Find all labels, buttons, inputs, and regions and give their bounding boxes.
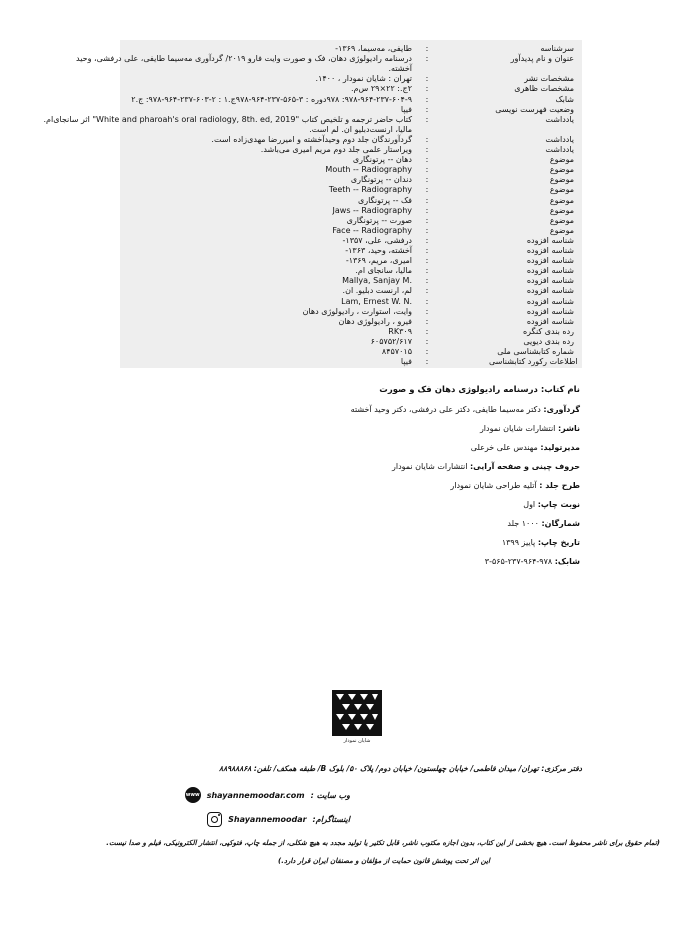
office-address: دفتر مرکزی: تهران/ میدان فاطمی/ خیابان چهلستون/ خیابان دوم/ پلاک ۵۰/ بلوک B/ طبقه همکف/ تلفن: ۸۸۹۸۸۸۶۸ (219, 764, 582, 773)
cip-row (120, 165, 582, 175)
cip-colon: : (425, 114, 429, 124)
cip-label: شناسه افزوده (526, 276, 574, 286)
cip-colon: : (425, 316, 429, 326)
cip-colon: : (425, 155, 429, 165)
cip-value: ویراستار علمی جلد دوم مریم امیری می‌باشد. (260, 145, 412, 154)
cip-row (43, 114, 582, 125)
cip-colon: : (425, 347, 429, 356)
cip-label: شناسه افزوده (526, 246, 574, 255)
instagram-icon (207, 812, 222, 827)
cip-colon: : (425, 336, 429, 346)
cip-row (120, 44, 582, 54)
cip-row (120, 347, 582, 357)
cip-row (120, 196, 582, 206)
cip-colon: : (425, 74, 429, 84)
cip-row (120, 286, 582, 296)
cip-value: آخشته، وحید، ۱۳۶۳- (345, 246, 412, 255)
cip-row (120, 327, 582, 337)
cip-row (120, 105, 582, 115)
cip-label: شناسه افزوده (526, 306, 574, 316)
cip-value: طایفی، مه‌سیما، ۱۳۶۹- (335, 44, 412, 53)
credit-row (140, 535, 580, 554)
cip-value: کتاب حاضر ترجمه و تلخیص کتاب "White and pharoah's oral radiology, 8th. ed, 2019" اثر سانجای‌ام. (43, 114, 412, 124)
credit-label: حروف چینی و صفحه آرایی: (469, 462, 580, 471)
cip-label: رده بندی دیویی (523, 336, 574, 346)
cip-label: شناسه افزوده (526, 296, 574, 306)
cip-row (120, 276, 582, 286)
cip-row (120, 84, 582, 94)
cip-row (120, 236, 582, 246)
cip-value: فیپا (400, 104, 412, 114)
cip-row (120, 266, 582, 276)
cip-row (120, 145, 582, 155)
cip-colon: : (425, 185, 429, 195)
cip-colon: : (425, 357, 429, 367)
credit-row (140, 497, 580, 516)
cip-colon: : (425, 215, 429, 225)
cip-label: وضعیت فهرست نویسی (495, 104, 574, 114)
credit-row (140, 440, 580, 459)
publisher-logo-icon (332, 690, 382, 736)
cip-value: Mouth -- Radiography (325, 165, 412, 175)
book-credits (140, 382, 580, 573)
cip-value: تهران : شایان نمودار ، ۱۴۰۰. (315, 74, 412, 84)
book-title-label: نام کتاب: (540, 385, 580, 395)
website-label: وب سایت : (310, 790, 350, 800)
credit-row (140, 421, 580, 440)
credit-value: انتشارات شایان نمودار (391, 462, 468, 471)
cip-colon: : (425, 266, 429, 276)
credit-row (140, 478, 580, 497)
cip-row (120, 337, 582, 347)
cip-row (120, 297, 582, 307)
credit-value: اول (523, 500, 536, 509)
cip-colon: : (425, 246, 429, 255)
cip-row (120, 307, 582, 317)
cip-value: وایت، استوارت ، رادیولوژی دهان (302, 306, 412, 316)
cip-label: مشخصات ظاهری (514, 84, 574, 94)
cip-label: شناسه افزوده (526, 235, 574, 245)
cip-row (120, 155, 582, 165)
cip-colon: : (425, 84, 429, 94)
cip-label: شابک (555, 94, 574, 104)
cip-label: موضوع (549, 215, 574, 225)
cip-colon: : (425, 225, 429, 235)
cip-value: درفشی، علی، ۱۳۵۷- (342, 235, 412, 245)
credit-value: انتشارات شایان نمودار (479, 424, 556, 433)
cip-value: Face -- Radiography (332, 225, 412, 235)
cip-value: فک -- پرتونگاری (357, 195, 412, 205)
cip-label: موضوع (549, 225, 574, 235)
copyright-line-2: این اثر تحت پوشش قانون حمایت از مؤلفان و مصنفان ایران قرار دارد.) (278, 857, 490, 865)
cip-label: یادداشت (545, 145, 574, 154)
cip-row (120, 125, 582, 135)
credit-label: گردآوری: (543, 405, 580, 414)
credit-label: ناشر: (557, 424, 580, 433)
cip-value: ۲ج.: ۲۲×۲۹ س‌م. (351, 84, 412, 94)
cip-colon: : (425, 145, 429, 154)
cip-value: امیری، مریم، ۱۳۶۹- (345, 256, 412, 266)
cip-label: عنوان و نام پدیدآور (510, 54, 574, 64)
credit-label: شابک: (554, 557, 580, 566)
credit-row (140, 554, 580, 573)
book-title-value: درسنامه رادیولوژی دهان فک و صورت (379, 385, 538, 395)
credit-label: مدیرتولید: (540, 443, 580, 452)
copyright-notice (40, 834, 660, 870)
cip-value: آخشته. (388, 64, 412, 74)
cip-row (120, 216, 582, 226)
credit-row (140, 402, 580, 421)
cip-label: شماره کتابشناسی ملی (497, 347, 574, 356)
cip-value: مالیا، ارنست‌دبلیو ان. لم است. (309, 124, 412, 134)
cip-colon: : (425, 235, 429, 245)
cip-label: موضوع (549, 195, 574, 205)
cip-row (120, 95, 582, 105)
instagram-handle[interactable]: Shayannemoodar (228, 814, 307, 824)
cip-value: لم، ارنست دبلیو. ان. (342, 286, 412, 296)
credit-value: ۱۰۰۰ جلد (507, 519, 539, 528)
cip-label: مشخصات نشر (524, 74, 574, 84)
cip-colon: : (425, 205, 429, 215)
cip-value: ۹۷۸-۹۶۴-۲۳۷-۶۰۴-۹: ۹۷۸دوره : ۳-۵۶۵-۲۳۷-۹۶۴-۹۷۸ج.۱ : ۲-۶۰۳-۲۳۷-۹۶۴-۹۷۸: ج.۲ (131, 94, 412, 104)
globe-www-icon: www (185, 787, 201, 803)
cip-label: شناسه افزوده (526, 316, 574, 326)
cip-colon: : (425, 44, 429, 53)
credit-label: تاریخ چاپ: (537, 538, 580, 547)
cip-colon: : (425, 165, 429, 175)
cip-value: درسنامه رادیولوژی دهان، فک و صورت وایت فارو ۲۰۱۹/ گردآوری مه‌سیما طایفی، علی درفشی، وحید (76, 54, 412, 64)
cip-row (120, 357, 582, 367)
cip-label: سرشناسه (540, 44, 574, 53)
cip-colon: : (425, 286, 429, 296)
cip-label: شناسه افزوده (526, 266, 574, 276)
cip-value: مالیا، سانجای ام. (355, 266, 412, 276)
cip-label: اطلاعات رکورد کتابشناسی (489, 357, 578, 367)
cip-label: رده بندی کنگره (522, 326, 574, 336)
cip-value: فیپا (400, 357, 412, 367)
cip-label: شناسه افزوده (526, 286, 574, 296)
cip-value: Lam, Ernest W. N. (341, 296, 412, 306)
credit-value: آتلیه طراحی شایان نمودار (450, 481, 537, 490)
copyright-line-1: (تمام حقوق برای ناشر محفوظ است. هیچ بخشی از این کتاب، بدون اجازه مکتوب ناشر، قابل تکثیر یا تولید مجدد به هیچ شکلی، از جمله چاپ، فتوکپی، انتشار الکترونیکی، فیلم و صدا نیست. (106, 839, 660, 847)
cip-value: فیرو ، رادیولوژی دهان (338, 316, 412, 326)
credit-label: شمارگان: (541, 519, 580, 528)
credit-label: طرح جلد : (539, 481, 580, 490)
credit-value: دکتر مه‌سیما طایفی، دکتر علی درفشی، دکتر وحید آخشته (350, 405, 541, 414)
cip-colon: : (425, 54, 429, 64)
cip-row (76, 54, 582, 64)
logo-caption: شایان نمودار (343, 738, 371, 744)
cip-value: Jaws -- Radiography (332, 205, 412, 215)
cip-row (120, 226, 582, 236)
cip-colon: : (425, 104, 429, 114)
cip-value: صورت -- پرتونگاری (346, 215, 412, 225)
cip-colon: : (425, 276, 429, 286)
website-row (185, 786, 350, 804)
cip-row (120, 175, 582, 185)
cip-colon: : (425, 195, 429, 205)
instagram-label: اینستاگرام: (312, 814, 350, 824)
instagram-row (207, 810, 350, 828)
cip-colon: : (425, 326, 429, 336)
cip-colon: : (425, 306, 429, 316)
cip-value: Teeth -- Radiography (328, 185, 412, 195)
cip-value: ۸۴۵۷۰۱۵ (381, 347, 412, 356)
cip-colon: : (425, 296, 429, 306)
credit-label: نوبت چاپ: (537, 500, 580, 509)
credit-row (140, 459, 580, 478)
cip-row (120, 246, 582, 256)
credit-rows (140, 402, 580, 573)
cip-label: موضوع (549, 175, 574, 185)
cip-label: یادداشت (545, 134, 574, 144)
cip-row (120, 317, 582, 327)
cip-label: موضوع (549, 165, 574, 175)
cip-value: Mallya, Sanjay M. (342, 276, 412, 286)
cip-row (120, 64, 582, 74)
cip-label: موضوع (549, 185, 574, 195)
cip-colon: : (425, 134, 429, 144)
cip-row (120, 256, 582, 266)
cip-label: موضوع (549, 205, 574, 215)
cip-row (120, 74, 582, 84)
book-title-row (140, 382, 580, 402)
cip-value: دندان -- پرتونگاری (350, 175, 412, 185)
cip-colon: : (425, 94, 429, 104)
credit-value: ۹۷۸-۹۶۴-۲۳۷-۵۶۵-۳ (484, 557, 553, 566)
cip-row (120, 185, 582, 195)
cip-value: ۶۰۵۷۵۲/۶۱۷ (370, 336, 412, 346)
cip-label: یادداشت (545, 114, 574, 124)
cip-value: دهان -- پرتونگاری (352, 155, 412, 165)
cip-value: گردآورندگان جلد دوم وحیدآخشته و امیررضا مهدی‌زاده است. (211, 134, 412, 144)
credit-value: پاییز ۱۳۹۹ (501, 538, 536, 547)
cip-value: RK۳۰۹ (388, 326, 412, 336)
cip-colon: : (425, 175, 429, 185)
credit-value: مهندس علی خرعلی (470, 443, 538, 452)
cip-colon: : (425, 256, 429, 266)
credit-row (140, 516, 580, 535)
cip-row (120, 135, 582, 145)
cip-block (43, 40, 582, 368)
cip-label: شناسه افزوده (526, 256, 574, 266)
website-link[interactable]: shayannemoodar.com (206, 790, 305, 800)
cip-row (120, 206, 582, 216)
cip-label: موضوع (549, 155, 574, 165)
